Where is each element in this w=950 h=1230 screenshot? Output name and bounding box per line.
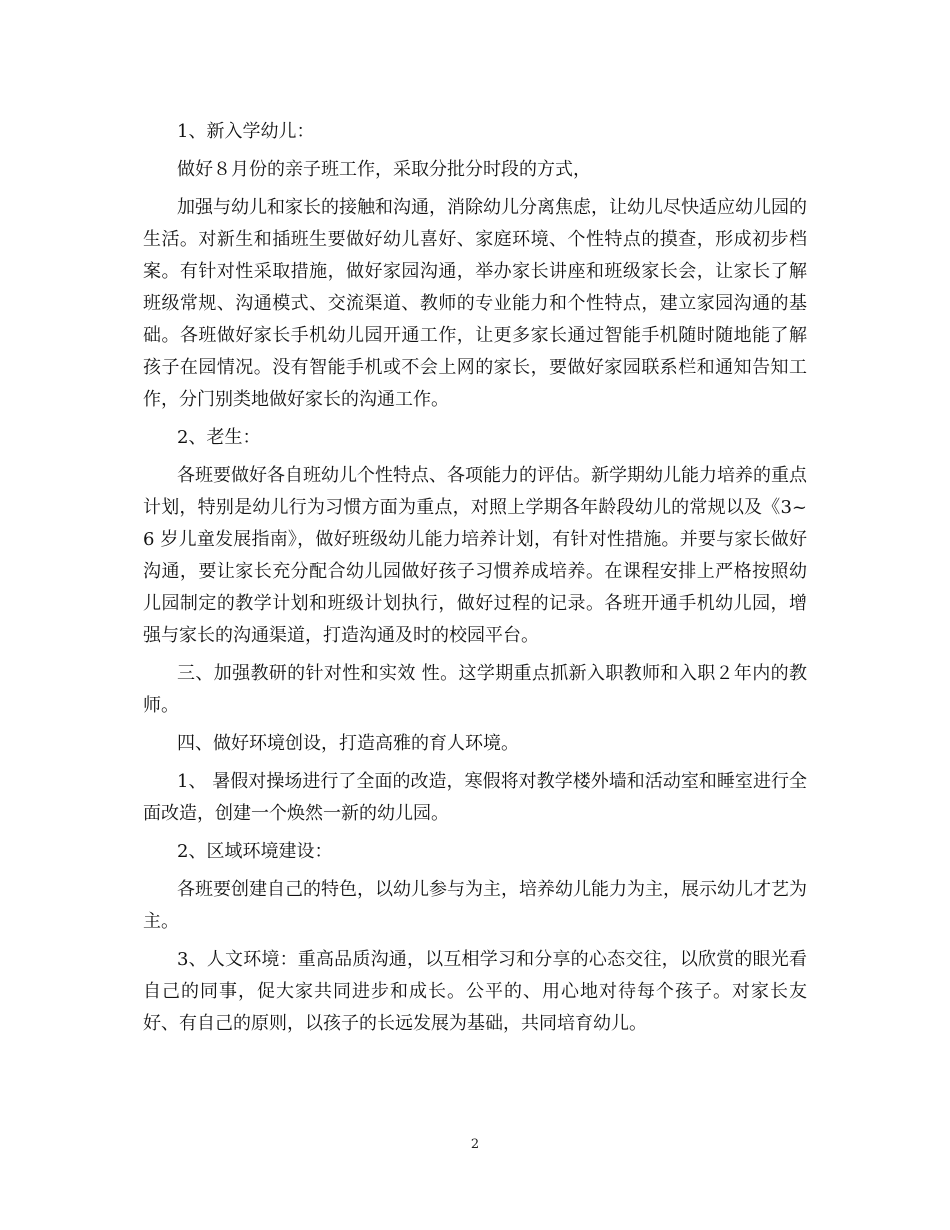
paragraph-teaching-research: 三、加强教研的针对性和实效 性。这学期重点抓新入职教师和入职２年内的教师。 xyxy=(143,663,807,716)
paragraph-returning-children-heading: 2、老生： xyxy=(177,427,261,448)
paragraph-new-children-heading: 1、新入学幼儿： xyxy=(177,121,315,142)
paragraph-ability-assessment: 各班要做好各自班幼儿个性特点、各项能力的评估。新学期幼儿能力培养的重点计划，特别是幼儿行为习惯方面为重点，对照上学期各年龄段幼儿的常规以及《3~6 岁儿童发展指南》，做好班级幼儿能力培养计划，有针对性措施。并要与家长做好沟通，要让家长充分配合幼儿园做好孩子习惯养成培养。在课程安排上严格按照幼儿园制定的教学计划和班级计划执行，做好过程的记录。各班开通手机幼儿园，增强与家长的沟通渠道，打造沟通及时的校园平台。 xyxy=(143,465,807,646)
paragraph-renovation: 1、 暑假对操场进行了全面的改造，寒假将对教学楼外墙和活动室和睡室进行全面改造，创建一个焕然一新的幼儿园。 xyxy=(143,771,807,824)
paragraph-area-environment-heading: 2、区域环境建设： xyxy=(177,841,333,862)
paragraph-environment-heading: 四、做好环境创设，打造高雅的育人环境。 xyxy=(177,733,519,754)
paragraph-humanistic-environment: 3、人文环境：重高品质沟通，以互相学习和分享的心态交往，以欣赏的眼光看自己的同事，促大家共同进步和成长。公平的、用心地对待每个孩子。对家长友好、有自己的原则，以孩子的长远发展为基础，共同培育幼儿。 xyxy=(143,949,807,1034)
paragraph-home-school-communication: 加强与幼儿和家长的接触和沟通，消除幼儿分离焦虑，让幼儿尽快适应幼儿园的生活。对新生和插班生要做好幼儿喜好、家庭环境、个性特点的摸查，形成初步档案。有针对性采取措施，做好家园沟通，举办家长讲座和班级家长会，让家长了解班级常规、沟通模式、交流渠道、教师的专业能力和个性特点，建立家园沟通的基础。各班做好家长手机幼儿园开通工作，让更多家长通过智能手机随时随地能了解孩子在园情况。没有智能手机或不会上网的家长，要做好家园联系栏和通知告知工作，分门别类地做好家长的沟通工作。 xyxy=(143,197,807,410)
page-number: 2 xyxy=(470,1137,480,1152)
paragraph-parent-child-class: 做好８月份的亲子班工作，采取分批分时段的方式， xyxy=(177,159,591,180)
document-body xyxy=(143,116,807,1046)
paragraph-class-features: 各班要创建自己的特色，以幼儿参与为主，培养幼儿能力为主，展示幼儿才艺为主。 xyxy=(143,879,807,932)
